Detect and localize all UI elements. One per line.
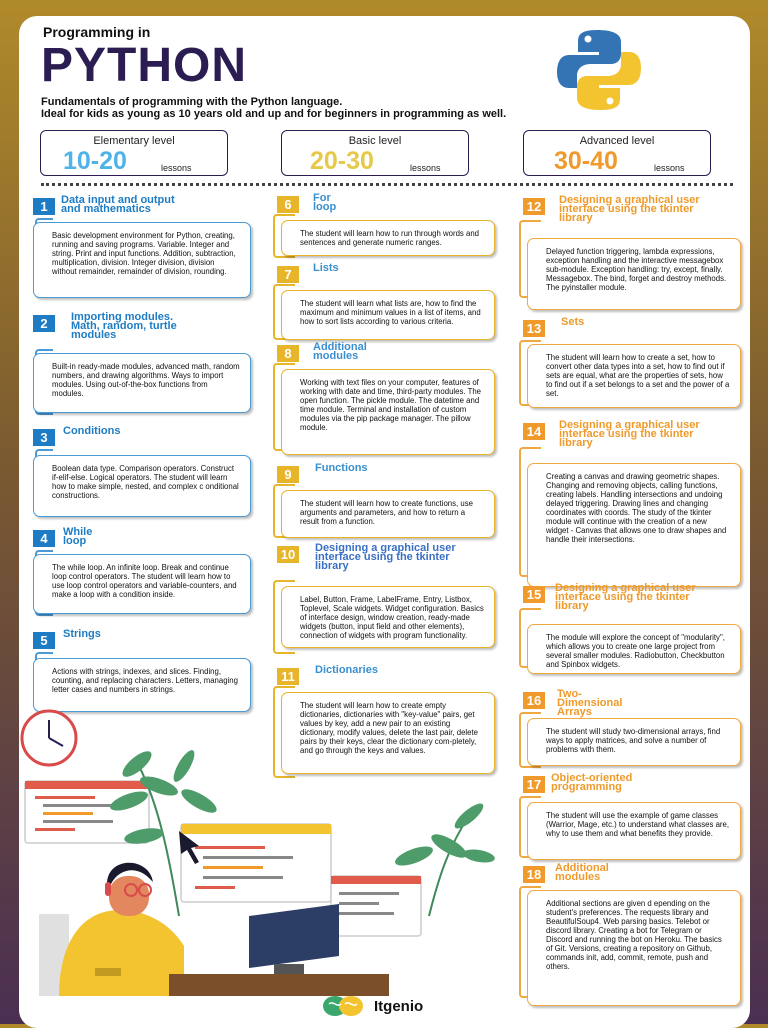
topic-number: 8: [277, 345, 299, 362]
topic-title: Designing a graphical user interface using the tkinter library: [555, 582, 696, 612]
topic-description: Built-in ready-made modules, advanced math, random numbers, and drawing algorithms. Ways to import modules. Using out-of-the-box functions from modules.: [33, 353, 251, 413]
level-unit: lessons: [161, 163, 192, 173]
topic-title: Designing a graphical user interface using the tkinter library: [315, 542, 456, 572]
topic-title: Designing a graphical user interface using the tkinter library: [559, 419, 700, 449]
pre-title: Programming in: [43, 24, 151, 40]
topic-number: 14: [523, 423, 545, 440]
level-advanced: [523, 130, 711, 176]
topic-description: The student will use the example of game classes (Warrior, Mage, etc.) to understand what classes are, why to use them and what benefits they provide.: [527, 802, 741, 860]
level-range: 30-40: [554, 147, 618, 175]
topic-description: Label, Button, Frame, LabelFrame, Entry, Listbox, Toplevel, Scale widgets. Widget configuration. Basics of interface design, window creation, ready-made widgets (button, input field and other elements), connection of widgets with program functionality.: [281, 586, 495, 648]
level-range: 10-20: [63, 147, 127, 175]
topic-number: 18: [523, 866, 545, 883]
level-unit: lessons: [654, 163, 685, 173]
topic-description: Delayed function triggering, lambda expressions, exception handling and the interactive messagebox sub-module. Exception handling: try, except, finally. Messagebox. The bind, forget and destroy methods. The pyinstaller module.: [527, 238, 741, 310]
topic-title: Conditions: [63, 425, 121, 437]
topic-number: 1: [33, 198, 55, 215]
level-unit: lessons: [410, 163, 441, 173]
topic-title: While loop: [63, 526, 93, 547]
topic-description: The module will explore the concept of "modularity", which allows you to create one large project from several smaller modules. Radiobutton, Checkbutton and Spinbox widgets.: [527, 624, 741, 674]
level-basic: [281, 130, 469, 176]
topic-number: 9: [277, 466, 299, 483]
topic-description: Additional sections are given d epending on the student's preferences. The requests library and BeautifulSoup4. Web parsing basics. Telebot or discord library. Creating a bot for Telegram or Discord and running the bot on Heroku. The basics of Git. Versions, creating a repository on Github, commands init, add, commit, remote, push and others.: [527, 890, 741, 1006]
page-title: PYTHON: [41, 39, 248, 92]
topic-description: Basic development environment for Python, creating, running and saving programs. Variable. Integer and string. Print and input functions. Addition, subtraction, multiplication, division. Integer division, division without remainder, remainder of division, rounding.: [33, 222, 251, 298]
topic-title: Object-oriented programming: [551, 772, 633, 793]
topic-title: Strings: [63, 628, 101, 640]
level-name: Elementary level: [93, 135, 175, 147]
topic-description: The student will learn how to create functions, use arguments and parameters, and how to return a result from a function.: [281, 490, 495, 538]
topic-number: 4: [33, 530, 55, 547]
topic-description: The student will learn how to create empty dictionaries, dictionaries with "key-value" pairs, get values by key, add a new pair to an existing dictionary, modify values, delete the last pair, delete pairs by their keys, clear the dictionary com-pletely, and go through the keys and values.: [281, 692, 495, 774]
topic-number: 13: [523, 320, 545, 337]
topic-title: Dictionaries: [315, 664, 378, 676]
topic-title: Functions: [315, 462, 368, 474]
topic-description: The student will study two-dimensional arrays, find ways to apply matrices, and solve a number of problems with them.: [527, 718, 741, 766]
topic-description: Creating a canvas and drawing geometric shapes. Changing and removing objects, calling functions, creating labels. Handling intersections and undoing delayed triggering. Drawing lines and changing coordinates with coords. The study of the tkinter module will continue with the creation of a new widget - Canvas that allows one to draw shapes and handle their intersections.: [527, 463, 741, 587]
itgenio-brain-icon: [321, 992, 365, 1020]
topic-number: 15: [523, 586, 545, 603]
topic-number: 7: [277, 266, 299, 283]
level-name: Basic level: [348, 135, 402, 147]
clock-icon: [22, 711, 76, 765]
level-elementary: [40, 130, 228, 176]
topic-number: 2: [33, 315, 55, 332]
topic-title: Additional modules: [313, 341, 367, 362]
topic-title: Importing modules. Math, random, turtle modules: [71, 311, 177, 341]
topic-number: 17: [523, 776, 545, 793]
level-range: 20-30: [310, 147, 374, 175]
topic-description: The while loop. An infinite loop. Break and continue loop control operators. The student will learn how to use loop control operators and variable-counters, and make a loop with a condition inside.: [33, 554, 251, 614]
topic-description: Working with text files on your computer, features of working with date and time, third-party modules. The open function. The pickle module. The datetime and time module. Terminal and installation of custom modules via the pip package manager. The pillow module.: [281, 369, 495, 455]
topic-title: For loop: [313, 192, 337, 213]
topic-description: The student will learn how to run through words and sentences and generate numeric ranges.: [281, 220, 495, 256]
topic-description: The student will learn how to create a set, how to convert other data types into a set, how to find out if sets are equal, what are the properties of sets, how to find out if a set belongs to a set and the power of a set.: [527, 344, 741, 408]
topic-title: Sets: [561, 316, 585, 328]
level-name: Advanced level: [579, 135, 655, 147]
brand-name: Itgenio: [374, 998, 424, 1015]
topic-number: 5: [33, 632, 55, 649]
topic-number: 6: [277, 196, 299, 213]
topic-title: Designing a graphical user interface using the tkinter library: [559, 194, 700, 224]
dotted-divider: [41, 183, 733, 186]
topic-number: 16: [523, 692, 545, 709]
topic-number: 10: [277, 546, 299, 563]
intro-line-2: Ideal for kids as young as 10 years old and up and for beginners in programming as well.: [41, 108, 507, 120]
topic-number: 3: [33, 429, 55, 446]
topic-description: The student will learn what lists are, how to find the maximum and minimum values in a list of items, and how to sort lists according to various criteria.: [281, 290, 495, 340]
topic-description: Actions with strings, indexes, and slices. Finding, counting, and replacing characters. Letters, managing letter cases and numbers in strings.: [33, 658, 251, 712]
topic-number: 11: [277, 668, 299, 685]
topic-title: Two-Dimensional Arrays: [557, 688, 623, 718]
python-logo-icon: [553, 24, 645, 116]
topic-description: Boolean data type. Comparison operators. Construct if-elif-else. Logical operators. The student will learn how to make simple, nested, and complex c onditional constructions.: [33, 455, 251, 517]
infographic-sheet: [19, 16, 750, 1028]
illustration: [19, 706, 519, 996]
intro-line-1: Fundamentals of programming with the Python language.: [41, 96, 343, 108]
topic-title: Data input and output and mathematics: [61, 194, 175, 215]
topic-title: Additional modules: [555, 862, 609, 883]
topic-title: Lists: [313, 262, 339, 274]
topic-number: 12: [523, 198, 545, 215]
